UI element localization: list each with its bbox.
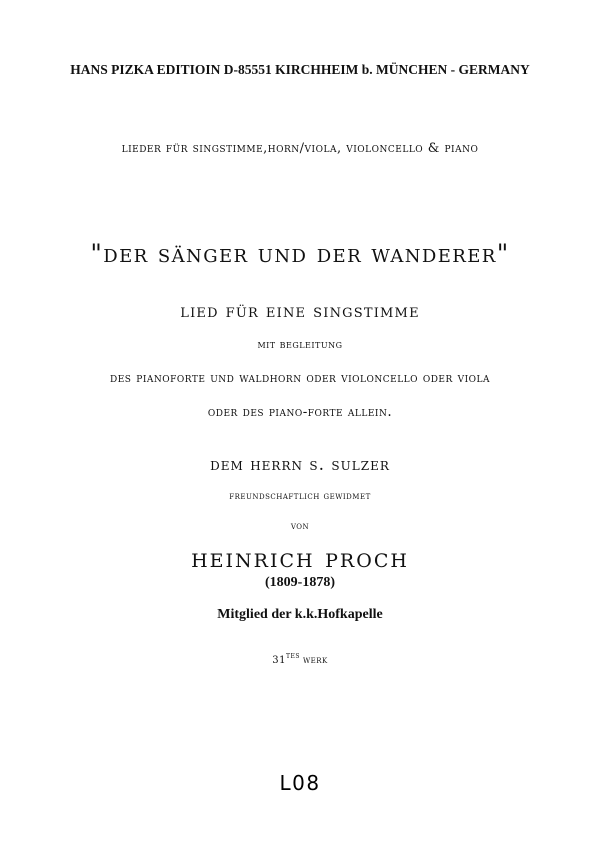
opus-number: 31 — [272, 655, 286, 666]
dedication-note: freundschaftlich gewidmet — [229, 491, 371, 502]
instruments-line: des pianoforte und waldhorn oder violoncello oder viola — [110, 370, 490, 386]
song-title: "der sänger und der wanderer" — [90, 239, 510, 268]
publisher-line: HANS PIZKA EDITIOIN D-85551 KIRCHHEIM b. MÜNCHEN - GERMANY — [70, 62, 530, 77]
opus-word: werk — [302, 655, 328, 666]
collection-subtitle: lieder für singstimme,horn/viola, violoncello & piano — [121, 141, 479, 156]
catalog-number: L08 — [279, 771, 321, 795]
song-description: lied für eine singstimme — [180, 301, 420, 322]
by-label: von — [290, 521, 310, 532]
opus-suffix: tes — [285, 651, 300, 660]
composer-name: heinrich proch — [191, 543, 409, 574]
dedication-line: dem herrn s. sulzer — [210, 455, 390, 475]
accompaniment-line: mit begleitung — [257, 338, 343, 351]
composer-dates: (1809-1878) — [265, 575, 335, 590]
opus-line — [0, 651, 600, 666]
alternative-line: oder des piano-forte allein. — [207, 404, 393, 420]
composer-position: Mitglied der k.k.Hofkapelle — [217, 607, 383, 622]
